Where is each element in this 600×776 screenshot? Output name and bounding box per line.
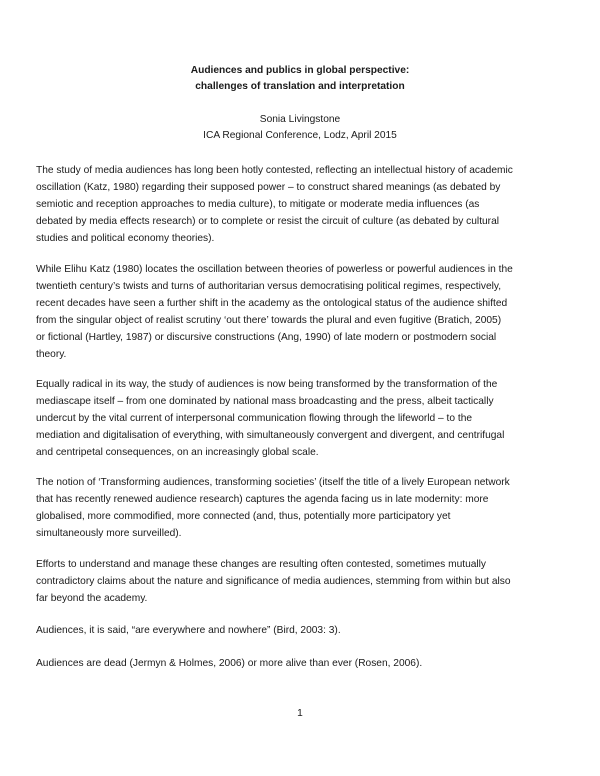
paragraph-line: globalised, more commodified, more connected (and, thus, potentially more participatory yet [36,511,451,523]
author-name: Sonia Livingstone [259,114,341,125]
paragraph-line: Audiences, it is said, “are everywhere and nowhere” (Bird, 2003: 3). [36,625,341,636]
paragraph-line: from the singular object of realist scrutiny ‘out there’ towards the plural and even fugitive (Bratich, 2005) [36,315,502,327]
paragraph-line: mediascape itself – from one dominated by national mass broadcasting and the press, albeit tactically [36,396,494,408]
paragraph-line: debated by media effects research) or to complete or resist the circuit of culture (as debated by cultural [36,216,500,228]
paragraph-5 [36,556,566,607]
paragraph-3 [36,376,566,461]
paragraph-line: contradictory claims about the nature and significance of media audiences, stemming from within but also [36,576,511,588]
paragraph-7 [36,655,566,672]
document-title [0,63,600,95]
paragraph-line: and centripetal consequences, on an increasingly global scale. [36,447,319,459]
paragraph-line: Audiences are dead (Jermyn & Holmes, 2006) or more alive than ever (Rosen, 2006). [36,658,423,669]
title-line-2: challenges of translation and interpretation [195,81,405,92]
paragraph-line: or fictional (Hartley, 1987) or discursive constructions (Ang, 1990) of late modern or postmodern social [36,332,497,344]
paragraph-6 [36,622,566,639]
paragraph-line: Equally radical in its way, the study of audiences is now being transformed by the transformation of the [36,379,498,390]
paragraph-line: Efforts to understand and manage these changes are resulting often contested, sometimes mutually [36,559,487,570]
page-number: 1 [297,708,303,719]
paragraph-4 [36,474,566,542]
title-line-1: Audiences and publics in global perspective: [190,65,410,76]
author-block [0,112,600,144]
paragraph-line: recent decades have seen a further shift in the academy as the ontological status of the audience shifted [36,298,508,310]
paragraph-2 [36,261,566,364]
paragraph-1 [36,162,566,247]
paragraph-line: studies and political economy theories). [36,233,215,245]
paragraph-line: simultaneously more surveilled). [36,528,182,540]
paragraph-line: far beyond the academy. [36,593,148,605]
paragraph-line: oscillation (Katz, 1980) regarding their supposed power – to construct shared meanings (as debated by [36,182,501,194]
paragraph-line: that has recently renewed audience research) captures the agenda facing us in late modernity: more [36,494,489,506]
paragraph-line: theory. [36,349,67,361]
paragraph-line: While Elihu Katz (1980) locates the oscillation between theories of powerless or powerful audiences in the [36,264,513,275]
conference-info: ICA Regional Conference, Lodz, April 2015 [203,130,397,141]
paragraph-line: mediation and digitalisation of everything, with simultaneously convergent and divergent, and centrifugal [36,430,505,442]
paragraph-line: undercut by the vital current of interpersonal communication flowing through the lifeworld – to the [36,413,473,425]
paragraph-line: The notion of ‘Transforming audiences, transforming societies’ (itself the title of a lively European network [36,477,510,488]
paragraph-line: The study of media audiences has long been hotly contested, reflecting an intellectual history of academic [36,165,513,176]
paragraph-line: semiotic and reception approaches to media culture), to mitigate or moderate media influences (as [36,199,480,211]
paragraph-line: twentieth century’s twists and turns of authoritarian versus democratising political regimes, respectively, [36,281,502,293]
